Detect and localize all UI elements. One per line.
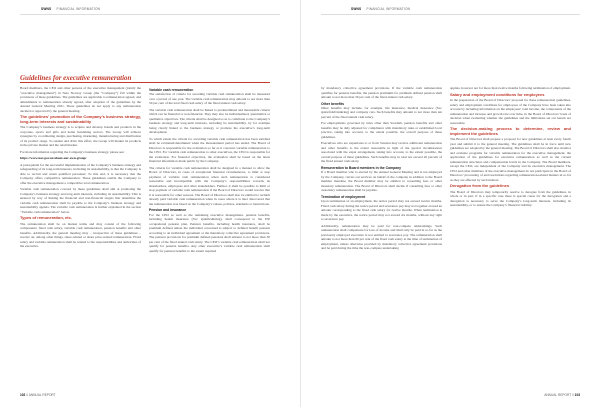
subsection-heading: Remuneration to Board members in the Company: [321, 165, 402, 170]
paragraph: The Board of Directors may temporarily resolve to derogate from the guidelines, in whole or in part, if in a specific case there is special cause for the derogation and a derogation is necessary to serve the Company’s long-term interests, including its sustainability, or to ensure the Company’s financial viability.: [450, 189, 571, 208]
brand-name: SWNS: [41, 7, 52, 11]
paragraph: In the preparation of the Board of Directors’ proposal for these remuneration guidelines, salary and employment conditions for employees of the Company have been taken into account by including information on the employees’ total income, the components of the remuneration and increase and growth rate over time, in the Board of Directors’ basis of decision when evaluating whether the guidelines and the limitations set out herein are reasonable.: [450, 98, 571, 125]
section-heading: The guidelines’ promotion of the Company’s business strategy, long-term interests and sustainability: [20, 114, 141, 124]
paragraph: The remuneration shall be on market terms and may consist of the following components: fixed cash salary, variable cash remuneration, pension benefits and other benefits. Additionally, the general meeting may – irrespective of these guidelines – resolve on, among other things, share-related or share price-related remuneration. Fixed salary and variable remuneration shall be related to the responsibilities and authorities of the executive.: [20, 221, 141, 249]
title-divider: [20, 82, 270, 83]
subsection-heading: Other benefits: [321, 101, 344, 106]
section-name: FINANCIAL INFORMATION: [366, 7, 411, 11]
paragraph: The satisfaction of criteria for awarding variable cash remuneration shall be measured over a period of one year. The variable cash remuneration may amount to not more than 50 per cent of the total fixed cash salary of the fixed annual cash salary.: [149, 92, 270, 106]
running-head: [41, 7, 100, 11]
footer-label: ANNUAL REPORT: [28, 393, 56, 397]
paragraph: For employments governed by rules other than Swedish, pension benefits and other benefits may be duly adjusted for compliance with mandatory rules or established local practice, taking into account, to the extent possible, the overall purpose of these guidelines.: [321, 121, 442, 139]
column-3: [321, 86, 442, 386]
paragraph: The Company’s business strategy is to acquire and develop brands and products in the corporate, sports and gifts and home furnishing sectors. The Group will achieve synergies by coordinating design, purchasing, marketing, manufacturing and distribution of its product range. To sustain and drive this effort, the Group will market its products in the private market and the retail market.: [20, 125, 141, 148]
section-heading: Types of remuneration, etc.: [20, 215, 72, 221]
paragraph: The variable cash remuneration shall be linked to predetermined and measurable criteria which can be financial or non-financial. They may also be individualized, quantitative or qualitative objectives. The criteria shall be designed so as to contribute to the Company’s business strategy and long-term interests, including its sustainability, by for example being clearly linked to the business strategy or promote the executive’s long-term development.: [149, 107, 270, 135]
paragraph: The Board of Directors shall prepare a proposal for new guidelines at least every fourth year and submit it to the general meeting. The guidelines shall be in force until new guidelines are adopted by the general meeting. The Board of Directors shall also monitor and evaluate programs for variable remuneration for the executive management, the application of the guidelines for executive remuneration as well as the current remuneration structures and compensation levels in the Company. The Board members, except the CEO, are independent of the Company and its executive management. The CEO and other members of the executive management do not participate in the Board of Directors’ processing of and resolutions regarding remuneration-related matters in so far as they are affected by such matters.: [450, 137, 571, 182]
section-heading: Derogation from the guidelines: [450, 183, 510, 189]
column-1: [20, 86, 141, 386]
footer-label: ANNUAL REPORT: [544, 393, 572, 397]
paragraph: applies, however not for more than twelve months following termination of employment.: [450, 86, 571, 90]
paragraph: To which extent the criteria for awarding variable cash remuneration has been satisfied shall be evaluated/determined when the measurement period has ended. The Board of Directors is responsible for the evaluation so far as it concerns variable remuneration to the CEO. For variable cash remuneration to other executives, the CEO is responsible for the evaluation. For financial objectives, the evaluation shall be based on the latest financial information made public by the Company.: [149, 136, 270, 164]
paragraph: Additionally, remuneration may be paid for non-compete undertakings. Such remuneration shall compensate for loss of income and shall only be paid in so far as the previously employed executive is not entitled to severance pay. The remuneration shall amount to not more than 60 per cent of the fixed cash salary at the time of termination of employment, unless otherwise provided by mandatory collective agreement provisions and be paid during the time the non-compete undertaking: [321, 223, 442, 251]
right-page: [300, 0, 600, 407]
header-divider: [20, 14, 280, 15]
section-heading: Salary and employment conditions for employees: [450, 91, 545, 97]
page-number: 102: [20, 393, 26, 397]
footer: ANNUAL REPORT // 103: [544, 393, 580, 397]
paragraph: A prerequisite for the successful implementation of the Company’s business strategy and safeguarding of its long-term interests, including its sustainability, is that the Company is able to recruit and retain qualified personnel. To this end, it is necessary that the Company offers competitive remuneration. These guidelines enable the Company to offer the executive management a competitive total remuneration.: [20, 162, 141, 185]
running-head: [351, 7, 410, 11]
paragraph: If a Board member who is elected by the Annual General Meeting and is not employed by the Company, carries out services on behalf of the company in addition to the Board member mandate, the Board member may be entitled to consulting fees or other monetary remuneration. The Board of Directors shall decide if consulting fees or other customary remuneration shall be payable.: [321, 170, 442, 193]
paragraph: The criteria for variable cash remuneration shall be designed in a manner to allow the Board of Directors, in cases of exceptional financial circumstances, to limit or stop payment of variable cash remuneration when such remuneration is considered reasonable and incompatible with the Company’s responsibilities towards its shareholders, employees and other stakeholders. Further, it shall be possible to limit or stop payment of variable cash remuneration if the Board of Directors would resolve that it is reasonable for other reasons. The Board of Directors shall also be entitled to reclaim already paid variable cash remuneration when in cases where it is later discovered that the remuneration was based on the Company’s values, policies, standards or instructions.: [149, 165, 270, 206]
column-2: [149, 86, 270, 386]
paragraph: Other benefits may include, for example, life insurance, medical insurance (Sw: sjukvårdsförsäkring) and company cars. Such benefits may amount to not more than ten percent of the fixed annual cash salary.: [321, 105, 442, 119]
paragraph: by mandatory collective agreement provisions. If the variable cash remuneration qualifies for pension benefits, the pension premiums for premium defined pension shall amount to not more than 30 per cent of the fixed annual cash salary.: [321, 86, 442, 99]
subsection-heading: Pension and insurance: [149, 208, 187, 213]
page-title: Guidelines for executive remuneration: [20, 74, 132, 82]
paragraph: Variable cash remuneration covered by these guidelines shall aim at promoting the Company’s business strategy and long-term interests, including its sustainability. This is ensured by way of linking the financial and non-financial targets that determine the variable cash remuneration shall be payable to the Company’s business strategy and sustainability agenda. The variable cash remuneration is further explained in the section “Variable cash remuneration” below.: [20, 187, 141, 214]
paragraph: For more information regarding the Company’s business strategy, please see:: [20, 149, 125, 154]
paragraph: Executives who are expatriates to or from Sweden may receive additional remuneration and other benefits to the extent reasonable in light of the special circumstances associated with the expat arrangement, taking into account, to the extent possible, the overall purpose of these guidelines. Such benefits may in total not exceed 20 percent of the fixed annual cash salary.: [321, 141, 442, 164]
page-number: 103: [574, 393, 580, 397]
brand-name: SWNS: [351, 7, 362, 11]
section-heading: The decision-making process to determine, review and implement the guidelines: [450, 126, 571, 136]
paragraph: Upon termination of an employment, the notice period may not exceed twelve months. Fixed cash salary during the notice period and severance pay may not together exceed an amount corresponding to the fixed cash salary for twelve months. When termination is made by the executive, the notice period may not exceed six months, without any right to severance pay.: [321, 199, 442, 222]
paragraph: Board members, the CEO and other persons of the executive management (jointly the “executive management”) in Nets Norway Group (the “Company”) fall within the provisions of these guidelines. The guidelines are applicable to remuneration agreed, and amendments to remuneration already agreed, after adoption of the guidelines by the Annual General Meeting 2021. These guidelines do not apply to any remuneration decided or approved by the general meeting.: [20, 86, 141, 113]
column-4: [450, 86, 571, 386]
section-name: FINANCIAL INFORMATION: [56, 7, 101, 11]
reference-link[interactable]: https://www.nav.gov.sn/about-our-own-group/: [20, 156, 87, 161]
subsection-heading: Termination of employment: [321, 194, 366, 199]
header-divider: [321, 14, 580, 15]
footer: 102 // ANNUAL REPORT: [20, 393, 56, 397]
paragraph: For the CEO as well as the remaining executive management, pension benefits, including health insurance (Sw: sjukförsäkring), shall correspond to the ITP occupational pension plan. Pension benefits, including health insurance, shall be premium defined unless the individual concerned is subject to defined benefit pension according to an individual agreement or the mandatory collective agreement provisions. The pension provisions for premium defined pensions shall amount to not more than 30 per cent of the fixed annual cash salary. The CEO’s variable cash remuneration shall not qualify for pension benefits. Any other executive’s variable cash remuneration shall qualify for pension benefits to the extent required: [149, 212, 270, 253]
subsection-heading: Variable cash remuneration: [149, 88, 194, 92]
